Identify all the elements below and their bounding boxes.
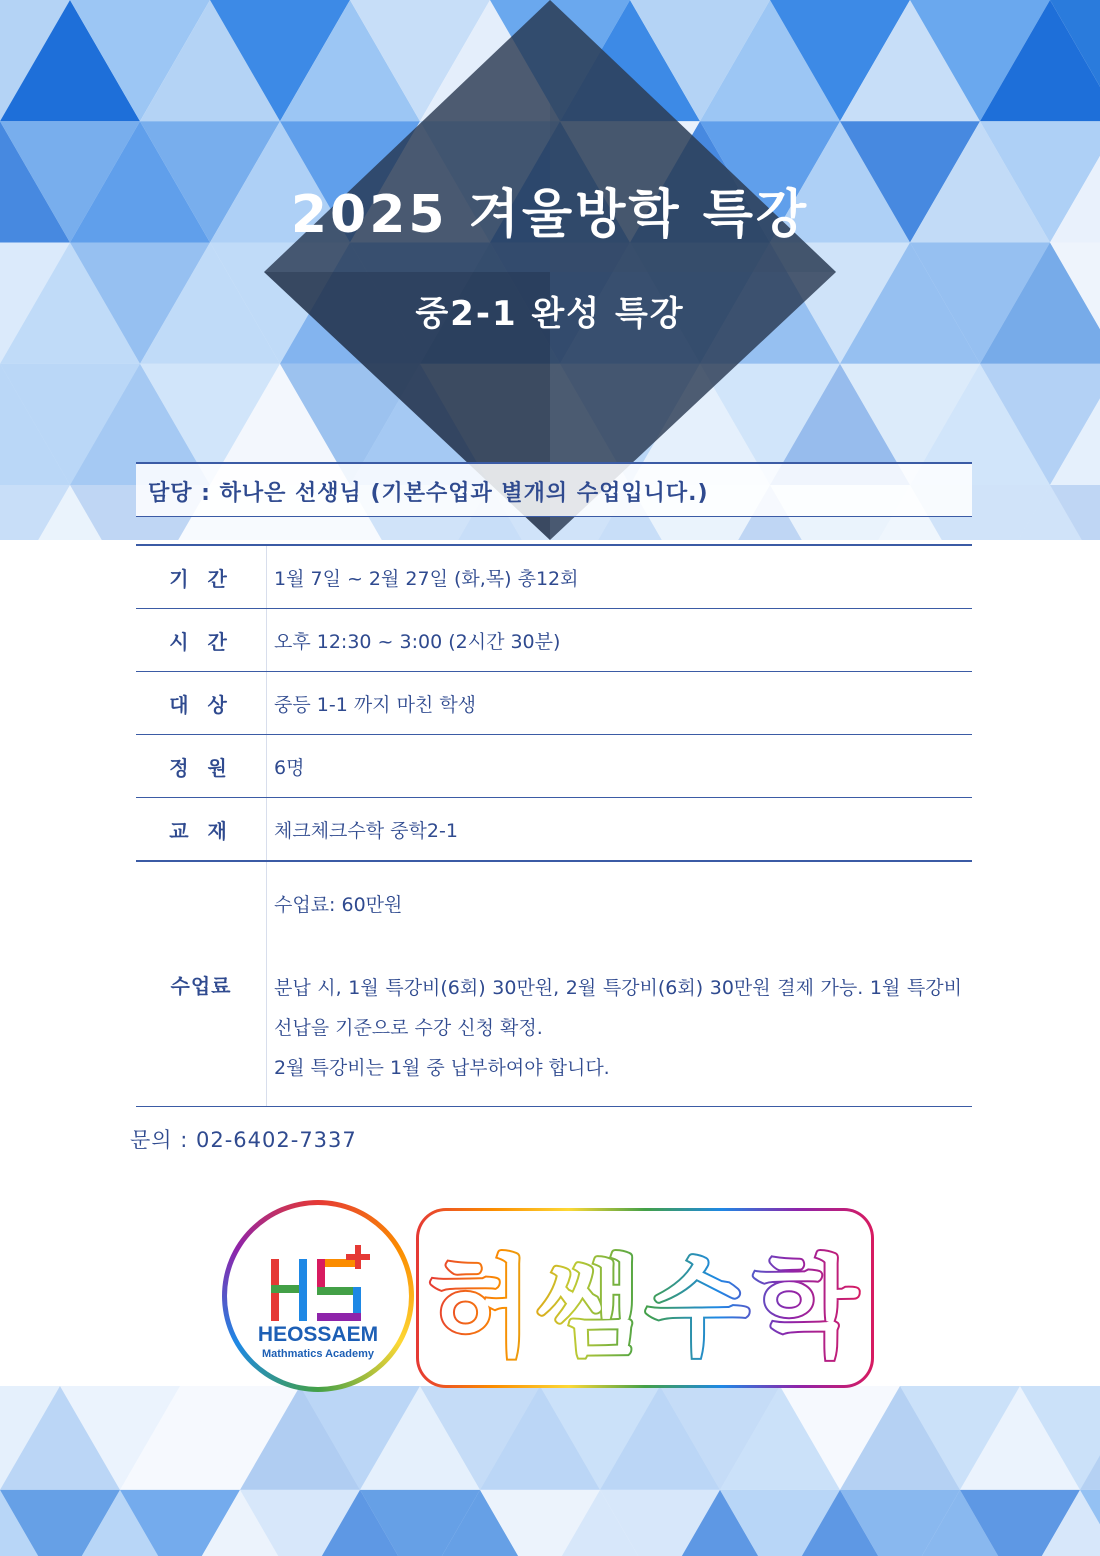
background-pattern-bottom: [0, 1386, 1100, 1556]
row-value: 오후 12:30 ~ 3:00 (2시간 30분): [274, 630, 561, 653]
row-value: 체크체크수학 중학2-1: [274, 819, 458, 842]
table-row-textbook: [136, 798, 972, 862]
brand-name: 허쌤수학: [428, 1221, 861, 1376]
logo-tagline: Mathmatics Academy: [261, 1348, 375, 1360]
fee-detail-block: [274, 968, 962, 1088]
table-row-period: [136, 544, 972, 609]
fee-detail: 분납 시, 1월 특강비(6회) 30만원, 2월 특강비(6회) 30만원 결제 가능. 1월 특강비 선납을 기준으로 수강 신청 확정.: [274, 977, 962, 1039]
teacher-text: 담당 : 하나은 선생님 (기본수업과 별개의 수업입니다.): [148, 481, 709, 506]
fee-amount: 수업료: 60만원: [274, 894, 403, 916]
teacher-banner: [136, 462, 972, 517]
row-label: 기 간: [169, 566, 233, 591]
header-diamond: [0, 0, 1100, 540]
logo-name: HEOSSAEM: [257, 1323, 379, 1346]
contact-info: 문의 : 02-6402-7337: [130, 1128, 357, 1152]
table-row-target: [136, 672, 972, 735]
row-label: 정 원: [169, 755, 233, 780]
info-table: [136, 544, 972, 1107]
table-row-fee: [136, 862, 972, 1107]
fee-detail-2: 2월 특강비는 1월 중 납부하여야 합니다.: [274, 1057, 610, 1079]
row-label: 대 상: [169, 692, 233, 717]
brand-box: [416, 1208, 874, 1388]
fee-label: 수업료: [170, 973, 232, 998]
table-row-time: [136, 609, 972, 672]
row-label: 교 재: [169, 818, 233, 843]
table-row-capacity: [136, 735, 972, 798]
row-value: 중등 1-1 까지 마친 학생: [274, 693, 477, 716]
row-value: 1월 7일 ~ 2월 27일 (화,목) 총12회: [274, 567, 579, 590]
page-title: 2025 겨울방학 특강: [290, 185, 810, 245]
hs-logo-icon: [265, 1245, 375, 1325]
row-label: 시 간: [169, 629, 233, 654]
page-subtitle: 중2-1 완성 특강: [415, 294, 685, 334]
academy-logo: [222, 1200, 414, 1392]
row-value: 6명: [274, 756, 305, 779]
